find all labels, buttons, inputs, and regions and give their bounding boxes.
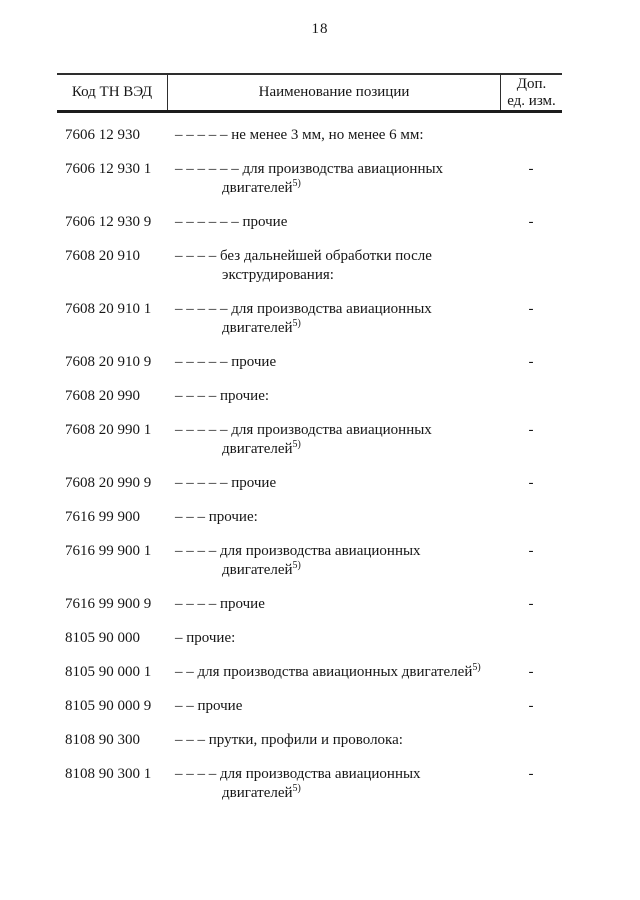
row-name (175, 508, 475, 527)
row-code: 7608 20 990 (65, 388, 140, 404)
row-name-line1: – – – – – – прочие (175, 214, 288, 230)
row-name-line2: двигателей$^{5)}$ (222, 439, 301, 457)
row-name (175, 247, 475, 285)
row-code: 7616 99 900 9 (65, 596, 152, 612)
row-name-line1: – – прочие (175, 698, 243, 714)
row-unit (500, 126, 562, 145)
row-name (175, 731, 475, 750)
row-unit (500, 731, 562, 750)
header-unit-line1: Доп. (516, 75, 547, 92)
row-unit (500, 387, 562, 406)
row-name-line1: – – – прутки, профили и проволока: (175, 732, 403, 748)
row-name (175, 542, 475, 580)
row-name (175, 353, 475, 372)
row-unit: - (528, 475, 534, 491)
row-name-line1: – прочие: (175, 630, 236, 646)
table-row (0, 731, 640, 750)
row-name-line1: – – – – для производства авиационных (175, 543, 421, 559)
row-name-line1: – – – – – не менее 3 мм, но менее 6 мм: (175, 127, 424, 143)
table-row (0, 629, 640, 648)
row-unit: - (528, 161, 534, 177)
table-row (0, 508, 640, 527)
row-code: 7608 20 990 9 (65, 475, 152, 491)
table-row (0, 213, 640, 232)
row-code: 7606 12 930 9 (65, 214, 152, 230)
row-code: 7608 20 990 1 (65, 422, 152, 438)
row-unit: - (528, 422, 534, 438)
table-row (0, 126, 640, 145)
row-unit: - (528, 596, 534, 612)
row-name-line2: двигателей$^{5)}$ (222, 318, 301, 336)
table-row (0, 697, 640, 716)
row-name-line1: – – – – – для производства авиационных (175, 422, 432, 438)
row-name (175, 629, 475, 648)
row-code: 8105 90 000 (65, 630, 140, 646)
row-name (175, 387, 475, 406)
row-unit: - (528, 698, 534, 714)
table-row (0, 353, 640, 372)
row-name-line1: – – – – прочие: (175, 388, 270, 404)
row-name (175, 765, 475, 803)
footnote-marker: 5) (292, 318, 301, 329)
row-code: 7616 99 900 (65, 509, 140, 525)
table-row (0, 300, 640, 338)
row-code: 8105 90 000 9 (65, 698, 152, 714)
row-code: 7606 12 930 (65, 127, 140, 143)
table-row (0, 595, 640, 614)
table-row (0, 663, 640, 682)
table-row (0, 474, 640, 493)
footnote-marker: 5) (472, 662, 481, 673)
header-code-column: Код ТН ВЭД (57, 75, 168, 110)
row-name-line1: – – – – без дальнейшей обработки после (175, 248, 432, 264)
row-name-line1: – – – – – для производства авиационных (175, 301, 432, 317)
footnote-marker: 5) (292, 560, 301, 571)
row-code: 8108 90 300 (65, 732, 140, 748)
row-name (175, 697, 475, 716)
table-body (0, 126, 640, 818)
row-name-line1: – – – – – прочие (175, 354, 277, 370)
row-name-line1: – – – – для производства авиационных (175, 766, 421, 782)
row-name-line2: двигателей$^{5)}$ (222, 560, 301, 578)
table-row (0, 247, 640, 285)
row-code: 7616 99 900 1 (65, 543, 152, 559)
row-name (175, 595, 475, 614)
table-row (0, 160, 640, 198)
row-unit: - (528, 664, 534, 680)
header-unit-line2: ед. изм. (507, 92, 556, 109)
table-header (57, 73, 562, 113)
table-row (0, 387, 640, 406)
table-row (0, 765, 640, 803)
footnote-marker: 5) (292, 178, 301, 189)
row-unit: - (528, 301, 534, 317)
row-unit (500, 629, 562, 648)
row-name-line1: – – – – – – для производства авиационных (175, 161, 444, 177)
row-name (175, 213, 475, 232)
row-name (175, 474, 475, 493)
row-name-line1: – – – – прочие (175, 596, 265, 612)
row-name-line2: экструдирования: (222, 267, 334, 283)
table-row (0, 421, 640, 459)
row-name (175, 160, 475, 198)
row-unit: - (528, 766, 534, 782)
row-code: 7606 12 930 1 (65, 161, 152, 177)
row-unit: - (528, 543, 534, 559)
row-code: 7608 20 910 9 (65, 354, 152, 370)
footnote-marker: 5) (292, 783, 301, 794)
row-name (175, 662, 481, 682)
row-code: 7608 20 910 1 (65, 301, 152, 317)
row-unit: - (528, 354, 534, 370)
row-name-line1: – – – – – прочие (175, 475, 277, 491)
row-code: 8105 90 000 1 (65, 664, 152, 680)
row-name (175, 126, 475, 145)
row-unit: - (528, 214, 534, 230)
row-name (175, 421, 475, 459)
row-unit (500, 508, 562, 527)
row-name-line2: двигателей$^{5)}$ (222, 178, 301, 196)
footnote-marker: 5) (292, 439, 301, 450)
header-unit-column (500, 75, 562, 110)
table-row (0, 542, 640, 580)
row-code: 8108 90 300 1 (65, 766, 152, 782)
row-unit (500, 247, 562, 285)
header-name-column: Наименование позиции (258, 84, 410, 100)
row-name-line1: – – для производства авиационных двигателей$^{5)}$ (175, 662, 481, 680)
page-number: 18 (311, 21, 329, 37)
row-name-line1: – – – прочие: (175, 509, 258, 525)
row-name-line2: двигателей$^{5)}$ (222, 783, 301, 801)
row-code: 7608 20 910 (65, 248, 140, 264)
row-name (175, 300, 475, 338)
